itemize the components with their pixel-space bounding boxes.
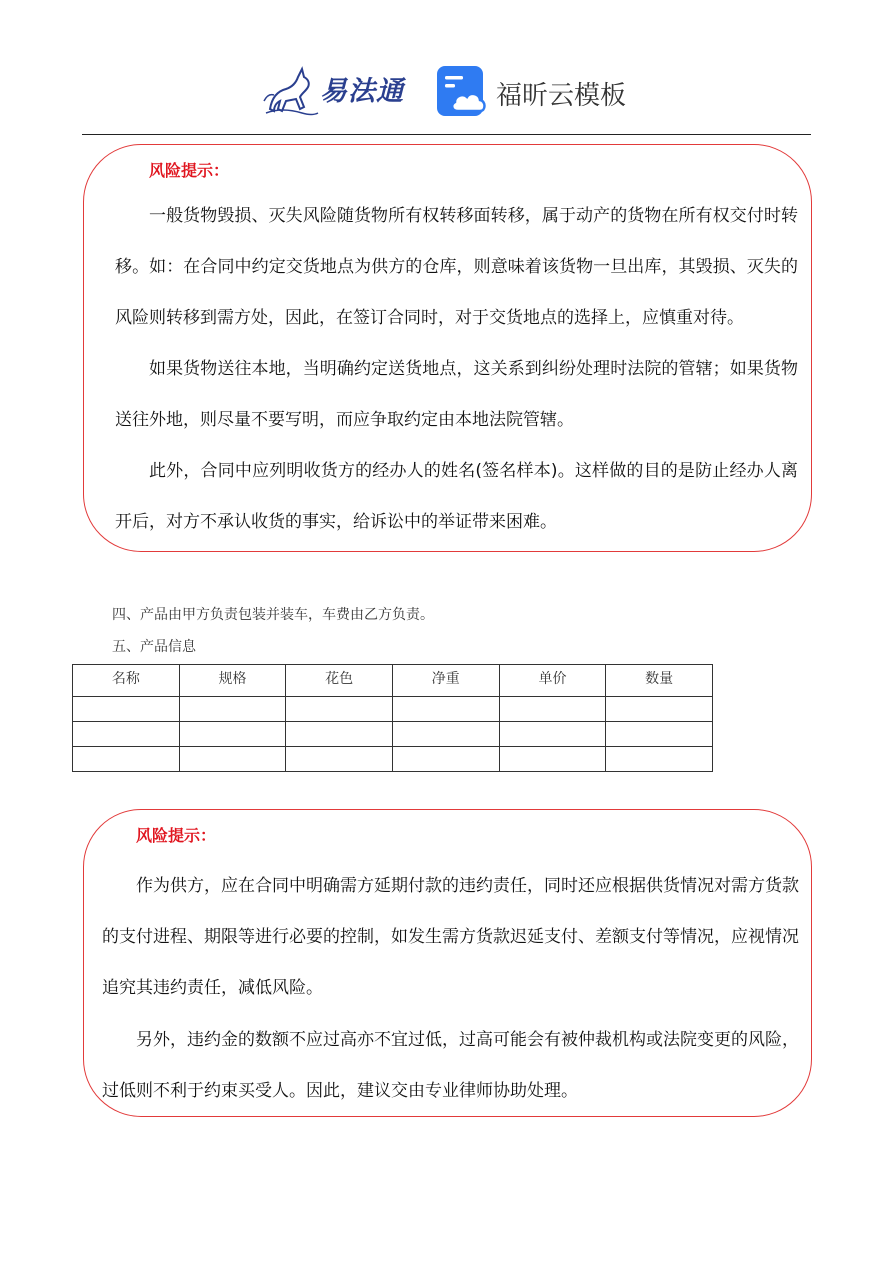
yifatong-logo-text: 易法通: [320, 76, 404, 107]
table-cell[interactable]: [286, 722, 393, 747]
product-info-table: [72, 664, 713, 772]
table-cell[interactable]: [179, 722, 286, 747]
yifatong-logo: [262, 63, 412, 119]
cloud-document-icon: [436, 65, 488, 117]
table-cell[interactable]: [392, 697, 499, 722]
risk-tip-paragraph: 此外，合同中应列明收货方的经办人的姓名(签名样本)。这样做的目的是防止经办人离开后，对方不承认收货的事实，给诉讼中的举证带来困难。: [115, 461, 798, 532]
risk-tip-paragraph: 另外，违约金的数额不应过高亦不宜过低，过高可能会有被仲裁机构或法院变更的风险，过低则不利于约束买受人。因此，建议交由专业律师协助处理。: [102, 1030, 799, 1101]
clause-four: 四、产品由甲方负责包装并装车，车费由乙方负责。: [112, 607, 434, 623]
column-header-net-weight: 净重: [392, 665, 499, 697]
table-cell[interactable]: [73, 747, 180, 772]
unicorn-icon: [262, 63, 320, 119]
table-cell[interactable]: [606, 722, 713, 747]
table-cell[interactable]: [392, 747, 499, 772]
fuxin-cloud-template-logo: [436, 65, 636, 119]
table-row: [73, 747, 713, 772]
table-cell[interactable]: [499, 697, 606, 722]
table-row: [73, 697, 713, 722]
risk-tip-box-1: [83, 144, 812, 552]
table-cell[interactable]: [73, 722, 180, 747]
column-header-unit-price: 单价: [499, 665, 606, 697]
header-divider: [82, 134, 811, 135]
column-header-name: 名称: [73, 665, 180, 697]
table-cell[interactable]: [499, 747, 606, 772]
table-cell[interactable]: [286, 697, 393, 722]
risk-tip-paragraph: 作为供方，应在合同中明确需方延期付款的违约责任，同时还应根据供货情况对需方货款的支付进程、期限等进行必要的控制，如发生需方货款迟延支付、差额支付等情况，应视情况追究其违约责任，减低风险。: [102, 876, 799, 998]
table-row: [73, 722, 713, 747]
table-cell[interactable]: [392, 722, 499, 747]
column-header-spec: 规格: [179, 665, 286, 697]
column-header-quantity: 数量: [606, 665, 713, 697]
table-cell[interactable]: [73, 697, 180, 722]
table-cell[interactable]: [499, 722, 606, 747]
risk-tip-paragraph: 如果货物送往本地，当明确约定送货地点，这关系到纠纷处理时法院的管辖；如果货物送往外地，则尽量不要写明，而应争取约定由本地法院管辖。: [115, 359, 798, 430]
clause-five: 五、产品信息: [112, 639, 196, 655]
table-cell[interactable]: [179, 697, 286, 722]
table-cell[interactable]: [286, 747, 393, 772]
document-header: [0, 55, 893, 125]
table-cell[interactable]: [179, 747, 286, 772]
risk-tip-title: 风险提示：: [149, 161, 230, 180]
risk-tip-box-2: [83, 809, 812, 1117]
risk-tip-title: 风险提示：: [136, 826, 217, 845]
table-cell[interactable]: [606, 747, 713, 772]
table-cell[interactable]: [606, 697, 713, 722]
risk-tip-paragraph: 一般货物毁损、灭失风险随货物所有权转移面转移，属于动产的货物在所有权交付时转移。如：在合同中约定交货地点为供方的仓库，则意味着该货物一旦出库，其毁损、灭失的风险则转移到需方处，因此，在签订合同时，对于交货地点的选择上，应慎重对待。: [115, 206, 798, 328]
fuxin-logo-text: 福昕云模板: [496, 81, 627, 111]
column-header-pattern: 花色: [286, 665, 393, 697]
table-header-row: [73, 665, 713, 697]
